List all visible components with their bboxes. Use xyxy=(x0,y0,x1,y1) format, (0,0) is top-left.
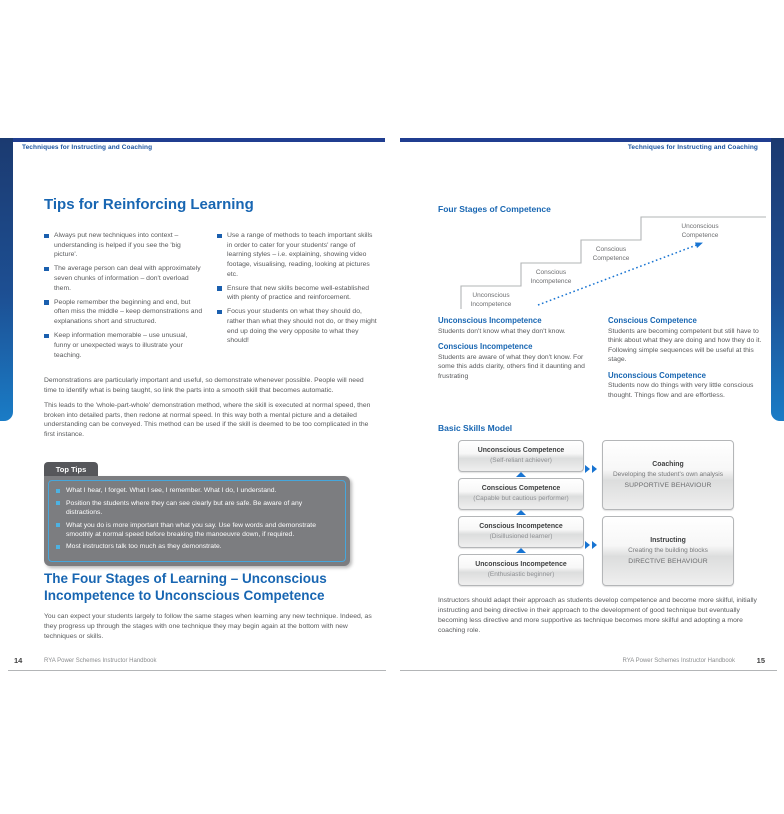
paragraph: This leads to the 'whole-part-whole' demonstration method, where the skill is executed at normal speed, then broken into detailed parts, then redone at normal speed. In this way both a mental picture and a detailed understanding can be conveyed. This method can be used if the skill is deemed to be too complicated in the first instance. xyxy=(44,401,371,439)
stage-block xyxy=(438,342,594,381)
model-box-subtitle: (Disillusioned learner) xyxy=(489,532,553,540)
stage-heading: Unconscious Competence xyxy=(608,370,706,380)
section-paragraph-wrap xyxy=(44,612,376,647)
stage-heading: Conscious Incompetence xyxy=(438,342,533,352)
model-box-unconscious-competence xyxy=(458,440,584,472)
model-box-coaching xyxy=(602,440,734,510)
right-footer-rule xyxy=(400,670,777,671)
demonstration-paragraphs xyxy=(44,376,376,445)
bullet-column-1 xyxy=(44,231,205,365)
model-box-behaviour: SUPPORTIVE BEHAVIOUR xyxy=(624,482,712,490)
model-box-subtitle: (Enthusiastic beginner) xyxy=(487,570,555,578)
right-page-number: 15 xyxy=(756,656,765,665)
stage-text: Students are becoming competent but still have to think about what they are doing and how they do it. Following simple sequences will be useful at this stage. xyxy=(608,327,762,364)
four-stages-staircase-diagram xyxy=(450,213,772,315)
top-tip-item: Most instructors talk too much as they demonstrate. xyxy=(55,542,337,551)
model-box-unconscious-incompetence xyxy=(458,554,584,586)
competence-stage-descriptions xyxy=(438,316,764,406)
model-box-conscious-competence xyxy=(458,478,584,510)
bullet-item: Use a range of methods to teach important skills in order to cater for your students' range of learning styles – i.e. explaining, showing video footage, visualising, reading, looking at pictures etc. xyxy=(217,231,378,279)
top-tip-item: What I hear, I forget. What I see, I remember. What I do, I understand. xyxy=(55,486,337,495)
bullet-item: The average person can deal with approximately seven chunks of information – don't overload them. xyxy=(44,264,205,293)
top-tips-callout xyxy=(44,462,350,566)
stair-label: Conscious xyxy=(595,246,627,253)
bullet-item: Always put new techniques into context – understanding is helped if you see the 'big picture'. xyxy=(44,231,205,260)
model-box-title: Conscious Competence xyxy=(481,485,561,493)
top-tip-item: What you do is more important than what you say. Use few words and demonstrate smoothly at normal speed before breaking the manoeuvre down, if required. xyxy=(55,521,337,539)
left-header-bar xyxy=(8,138,385,142)
model-box-subtitle: (Self-reliant achiever) xyxy=(490,456,552,464)
left-running-header: Techniques for Instructing and Coaching xyxy=(22,144,153,151)
stair-label: Conscious xyxy=(535,269,567,276)
up-arrow-icon xyxy=(516,510,526,515)
left-footer-text: RYA Power Schemes Instructor Handbook xyxy=(44,658,157,664)
stage-text: Students now do things with very little conscious thought. Things flow and are effortless. xyxy=(608,382,754,399)
bullet-item: Ensure that new skills become well-established with plenty of practice and reinforcement. xyxy=(217,284,378,303)
section-heading: The Four Stages of Learning – Unconscious Incompetence to Unconscious Competence xyxy=(44,571,327,604)
stair-label: Unconscious xyxy=(681,223,719,230)
bullet-column-2 xyxy=(217,231,378,365)
page-title: Tips for Reinforcing Learning xyxy=(44,196,254,213)
model-box-description: Developing the student's own analysis xyxy=(612,471,723,479)
paragraph: Demonstrations are particularly important and useful, so demonstrate whenever possible. People will need time to identify what is being taught, so link the parts into a smooth skill that becomes automatic. xyxy=(44,377,364,394)
basic-skills-model-diagram xyxy=(458,440,723,586)
stair-label: Unconscious xyxy=(472,292,510,299)
stage-block xyxy=(608,371,764,401)
stairs-title: Four Stages of Competence xyxy=(438,204,551,214)
right-footer-text: RYA Power Schemes Instructor Handbook xyxy=(622,658,735,664)
model-box-title: Instructing xyxy=(650,536,686,544)
model-box-instructing xyxy=(602,516,734,586)
up-arrow-icon xyxy=(516,472,526,477)
stage-column-1 xyxy=(438,316,594,406)
stair-label: Incompetence xyxy=(470,301,512,308)
left-edge-accent-bar xyxy=(0,138,13,421)
stair-label: Incompetence xyxy=(530,278,572,285)
double-right-arrow-icon xyxy=(585,465,597,473)
stage-column-2 xyxy=(608,316,764,406)
bullet-item: Focus your students on what they should do, rather than what they should not do, or they might end up doing the very opposite to what they should! xyxy=(217,307,378,346)
model-box-title: Unconscious Competence xyxy=(477,447,565,455)
stage-block xyxy=(438,316,594,336)
paragraph: You can expect your students largely to follow the same stages when learning any new technique. Indeed, as they progress up through the stages with one technique they may begin again at the bottom with new techniques or skills. xyxy=(44,613,372,640)
stage-text: Students are aware of what they don't know. For some this adds clarity, others find it daunting and frustrating xyxy=(438,353,585,380)
model-box-title: Coaching xyxy=(652,460,684,468)
right-edge-accent-bar xyxy=(771,138,784,421)
right-header-bar xyxy=(400,138,777,142)
left-page-number: 14 xyxy=(14,656,23,665)
bullet-item: People remember the beginning and end, but often miss the middle – keep demonstrations and explanations short and structured. xyxy=(44,298,205,327)
model-box-title: Conscious Incompetence xyxy=(479,523,563,531)
paragraph: Instructors should adapt their approach as students develop competence and become more skilful, initially instructing and being directive in their approach to the development of good technique but eventually becoming less directive and more supportive as technique becomes more skilful and adopting a more coaching role. xyxy=(438,597,757,634)
stage-heading: Conscious Competence xyxy=(608,316,697,325)
top-tip-item: Position the students where they can see clearly but are safe. Be aware of any distractions. xyxy=(55,499,337,517)
model-title: Basic Skills Model xyxy=(438,423,513,433)
model-box-description: Creating the building blocks xyxy=(628,547,708,555)
model-box-conscious-incompetence xyxy=(458,516,584,548)
top-tips-tab-label: Top Tips xyxy=(44,462,98,476)
stair-label: Competence xyxy=(592,255,630,262)
closing-paragraph-wrap xyxy=(438,596,768,640)
stage-text: Students don't know what they don't know. xyxy=(438,327,566,335)
right-running-header: Techniques for Instructing and Coaching xyxy=(627,144,758,151)
stage-block xyxy=(608,316,764,365)
model-box-title: Unconscious Incompetence xyxy=(475,561,567,569)
model-box-subtitle: (Capable but cautious performer) xyxy=(473,494,569,502)
double-right-arrow-icon xyxy=(585,541,597,549)
up-arrow-icon xyxy=(516,548,526,553)
stage-heading: Unconscious Incompetence xyxy=(438,316,542,325)
bullet-item: Keep information memorable – use unusual, funny or unexpected ways to illustrate your teaching. xyxy=(44,331,205,360)
tips-bullet-lists xyxy=(44,231,378,365)
model-box-behaviour: DIRECTIVE BEHAVIOUR xyxy=(628,558,708,566)
stair-label: Competence xyxy=(681,232,719,239)
left-footer-rule xyxy=(8,670,386,671)
top-tips-box xyxy=(44,476,350,566)
